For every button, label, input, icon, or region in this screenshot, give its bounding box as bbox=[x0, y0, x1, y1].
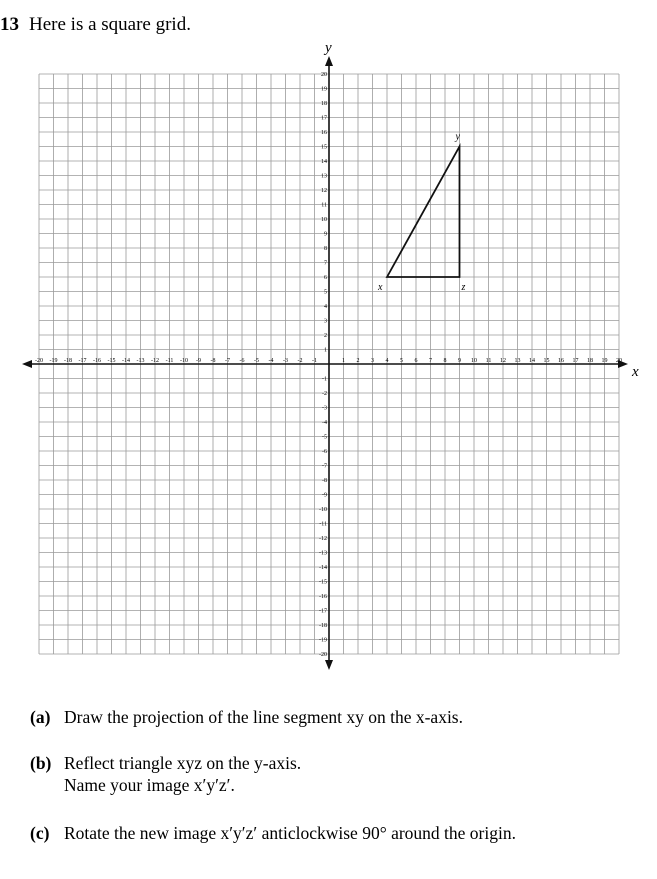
x-tick-label: 2 bbox=[356, 358, 360, 364]
x-tick-label: 19 bbox=[601, 358, 608, 364]
y-tick-label: 3 bbox=[324, 318, 327, 325]
y-tick-label: -11 bbox=[319, 521, 327, 528]
y-tick-label: -7 bbox=[322, 463, 327, 470]
y-tick-label: 15 bbox=[321, 144, 327, 151]
x-axis-arrow-left bbox=[22, 360, 32, 368]
vertex-label-z: z bbox=[461, 282, 466, 293]
y-axis-label: y bbox=[325, 40, 332, 56]
x-tick-label: -5 bbox=[254, 358, 259, 364]
y-tick-label: 5 bbox=[324, 289, 327, 296]
x-tick-label: -11 bbox=[165, 358, 174, 364]
x-tick-label: -3 bbox=[283, 358, 288, 364]
triangle-xyz bbox=[377, 132, 466, 294]
y-tick-label: 8 bbox=[324, 246, 327, 252]
x-tick-label: -20 bbox=[35, 358, 43, 364]
y-tick-label: 17 bbox=[321, 115, 327, 122]
x-tick-label: 13 bbox=[514, 358, 521, 364]
x-tick-label: 9 bbox=[458, 358, 461, 364]
x-tick-label: 10 bbox=[471, 358, 477, 364]
y-tick-label: -8 bbox=[322, 478, 327, 484]
y-tick-label: 9 bbox=[324, 231, 327, 238]
y-tick-label: -9 bbox=[322, 492, 327, 499]
y-tick-label: -15 bbox=[319, 579, 327, 586]
y-tick-label: -18 bbox=[319, 623, 327, 629]
y-tick-label: -2 bbox=[322, 391, 327, 397]
part-a bbox=[30, 706, 463, 728]
x-tick-label: -1 bbox=[312, 358, 317, 364]
x-tick-label: -10 bbox=[180, 358, 188, 364]
x-tick-label: 7 bbox=[429, 358, 432, 364]
part-a-text: Draw the projection of the line segment xy on the x-axis. bbox=[64, 707, 463, 727]
y-tick-label: -4 bbox=[322, 420, 327, 426]
y-tick-label: 7 bbox=[324, 260, 327, 267]
x-axis-label: x bbox=[632, 364, 639, 380]
y-tick-label: 19 bbox=[321, 86, 327, 93]
y-tick-label: 16 bbox=[321, 130, 327, 136]
x-tick-label: -15 bbox=[107, 358, 116, 364]
x-tick-label: -13 bbox=[136, 358, 145, 364]
part-b-text-2: Name your image x′y′z′. bbox=[64, 775, 235, 795]
y-tick-label: 2 bbox=[324, 333, 327, 339]
y-tick-label: -13 bbox=[319, 550, 327, 557]
y-tick-label: 18 bbox=[321, 101, 327, 107]
y-tick-label: -16 bbox=[319, 594, 327, 600]
y-axis-arrow-bottom bbox=[325, 660, 333, 670]
y-tick-label: 1 bbox=[324, 347, 327, 354]
x-tick-label: -4 bbox=[268, 358, 274, 364]
part-c bbox=[30, 822, 516, 844]
x-tick-label: 5 bbox=[400, 358, 403, 364]
x-tick-label: 1 bbox=[342, 358, 345, 364]
x-tick-label: -19 bbox=[49, 358, 58, 364]
x-tick-label: -6 bbox=[239, 358, 245, 364]
y-tick-label: -6 bbox=[322, 449, 327, 455]
x-tick-label: -16 bbox=[93, 358, 101, 364]
y-tick-label: -19 bbox=[319, 637, 327, 644]
y-axis-arrow-top bbox=[325, 56, 333, 66]
part-b-label: (b) bbox=[30, 753, 52, 773]
x-tick-label: 17 bbox=[572, 358, 579, 364]
vertex-label-x: x bbox=[378, 282, 383, 293]
y-tick-label: 14 bbox=[321, 159, 327, 165]
question-prompt: Here is a square grid. bbox=[29, 14, 191, 35]
y-tick-label: 10 bbox=[321, 217, 327, 223]
y-tick-label: 20 bbox=[321, 72, 327, 78]
x-tick-label: 18 bbox=[587, 358, 593, 364]
vertex-label-y: y bbox=[455, 131, 460, 143]
x-tick-label: -17 bbox=[78, 358, 87, 364]
x-tick-label: -8 bbox=[210, 358, 216, 364]
x-tick-label: 15 bbox=[543, 358, 550, 364]
x-tick-label: 3 bbox=[371, 358, 374, 364]
y-tick-label: 12 bbox=[321, 188, 327, 194]
y-tick-label: -10 bbox=[319, 507, 327, 513]
y-tick-label: -3 bbox=[322, 405, 327, 412]
y-tick-label: 6 bbox=[324, 275, 327, 281]
x-tick-label: -18 bbox=[64, 358, 72, 364]
y-tick-label: 11 bbox=[321, 202, 327, 209]
part-b bbox=[30, 752, 301, 796]
part-c-text: Rotate the new image x′y′z′ anticlockwise 90° around the origin. bbox=[64, 823, 516, 843]
part-c-label: (c) bbox=[30, 823, 50, 843]
x-tick-label: -12 bbox=[151, 358, 159, 364]
x-tick-label: 12 bbox=[500, 358, 506, 364]
part-a-label: (a) bbox=[30, 707, 51, 727]
x-tick-label: -7 bbox=[225, 358, 230, 364]
y-tick-label: -12 bbox=[319, 536, 327, 542]
x-tick-label: 6 bbox=[414, 358, 418, 364]
y-tick-label: 4 bbox=[324, 304, 327, 310]
y-tick-label: 13 bbox=[321, 173, 327, 180]
x-tick-label: -9 bbox=[196, 358, 201, 364]
y-tick-label: -20 bbox=[319, 652, 327, 658]
y-tick-label: -1 bbox=[322, 376, 327, 383]
x-tick-label: 8 bbox=[443, 358, 447, 364]
x-tick-label: 20 bbox=[616, 358, 622, 364]
question-number: 13 bbox=[0, 14, 19, 35]
x-tick-label: -2 bbox=[297, 358, 303, 364]
x-tick-label: 4 bbox=[385, 358, 389, 364]
triangle-outline bbox=[387, 147, 460, 278]
x-tick-label: 11 bbox=[485, 358, 492, 364]
y-tick-label: -17 bbox=[319, 608, 327, 615]
x-tick-label: -14 bbox=[122, 358, 130, 364]
y-tick-label: -14 bbox=[319, 565, 327, 571]
x-tick-label: 16 bbox=[558, 358, 564, 364]
part-b-text: Reflect triangle xyz on the y-axis. bbox=[64, 753, 302, 773]
x-tick-label: 14 bbox=[529, 358, 535, 364]
y-tick-label: -5 bbox=[322, 434, 327, 441]
